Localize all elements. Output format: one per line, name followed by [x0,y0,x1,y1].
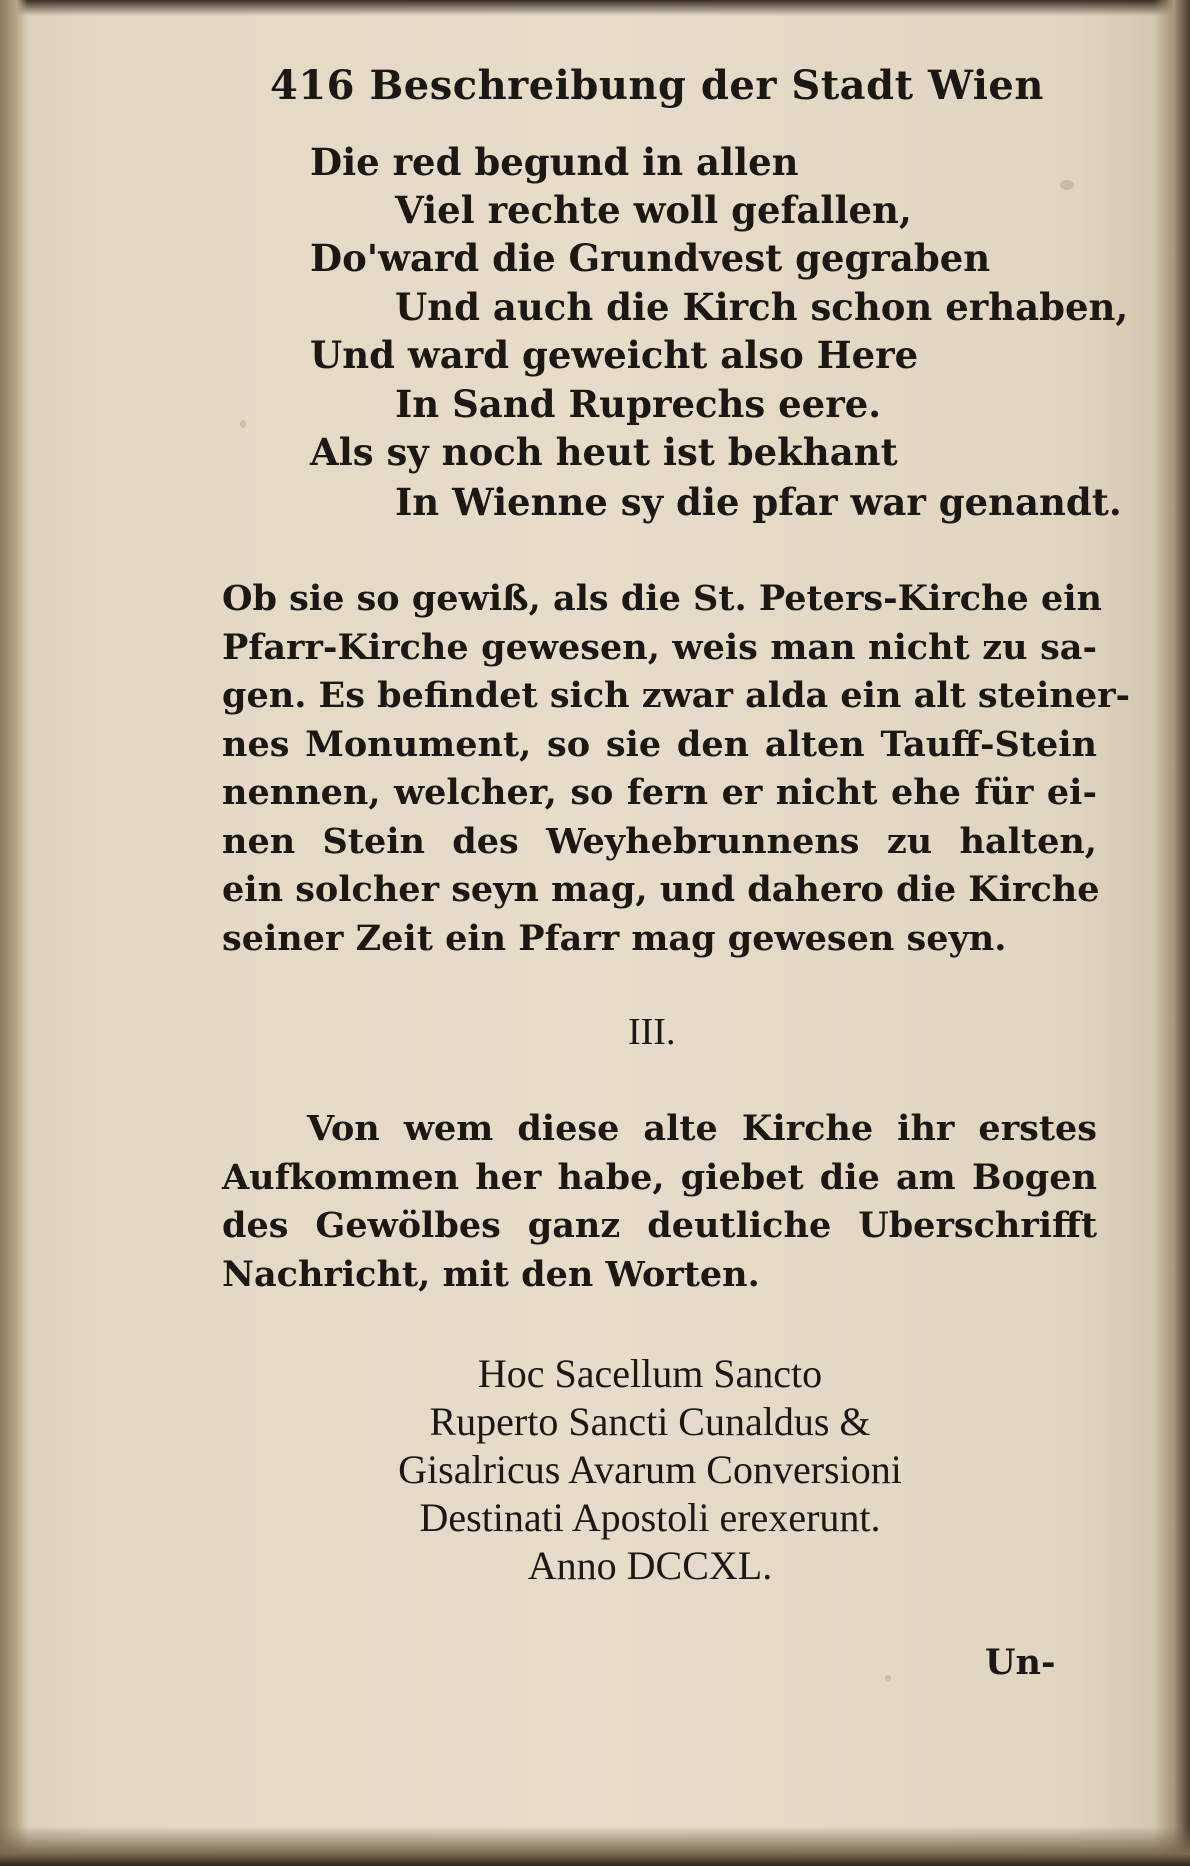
page-left-edge [0,0,28,1866]
section-number: III. [628,1011,676,1053]
latin-inscription [300,1350,1000,1590]
inscription-line: Hoc Sacellum Sancto [477,1351,823,1396]
inscription-line: Ruperto Sancti Cunaldus & [429,1399,871,1444]
page-top-edge [0,0,1190,16]
paragraph-line: nennen, welcher, so fern er nicht ehe für ei- [222,772,1097,813]
paragraph-line: nes Monument, so sie den alten Tauff-Stein [222,723,1097,765]
paragraph-line: nen Stein des Weyhebrunnens zu halten, [222,820,1097,862]
paper-stain [240,420,246,428]
paragraph-line: Nachricht, mit den Worten. [222,1253,760,1295]
paragraph-line: ein solcher seyn mag, und dahero die Kirche [222,869,1100,910]
running-title: Beschreibung der Stadt Wien [369,62,1044,109]
verse-line: Und auch die Kirch schon erhaben, [395,285,1129,329]
paragraph-line: des Gewölbes ganz deutliche Uberschrifft [222,1205,1097,1246]
verse-line: In Sand Ruprechs eere. [395,382,882,426]
verse-line: Als sy noch heut ist bekhant [310,430,898,474]
paragraph-line: Von wem diese alte Kirche ihr erstes [307,1108,1097,1149]
verse-line: Die red begund in allen [310,140,799,184]
paper-stain [885,1675,891,1681]
verse-line: In Wienne sy die pfar war genandt. [395,480,1122,524]
page-number: 416 [270,62,355,109]
inscription-line: Destinati Apostoli erexerunt. [419,1495,881,1540]
inscription-line: Anno DCCXL. [527,1543,773,1588]
verse-line: Do'ward die Grundvest gegraben [310,236,991,280]
paragraph-1 [222,575,1131,963]
paragraph-line: Pfarr-Kirche gewesen, weis man nicht zu sa- [222,626,1097,668]
paragraph-line: gen. Es befindet sich zwar alda ein alt steiner- [222,675,1131,716]
page-bottom-edge [0,1826,1190,1866]
paragraph-line: Ob sie so gewiß, als die St. Peters-Kirche ein [222,578,1102,619]
catchword: Un- [985,1642,1056,1683]
inscription-line: Gisalricus Avarum Conversioni [398,1447,902,1492]
page-right-edge [1154,0,1190,1866]
paragraph-2 [222,1105,1097,1299]
paragraph-line: seiner Zeit ein Pfarr mag gewesen seyn. [222,917,1007,959]
verse-line: Viel rechte woll gefallen, [395,188,912,232]
paper-stain [1060,180,1074,190]
running-header [270,62,1044,109]
verse-line: Und ward geweicht also Here [310,333,919,377]
paragraph-line: Aufkommen her habe, giebet die am Bogen [222,1156,1097,1198]
